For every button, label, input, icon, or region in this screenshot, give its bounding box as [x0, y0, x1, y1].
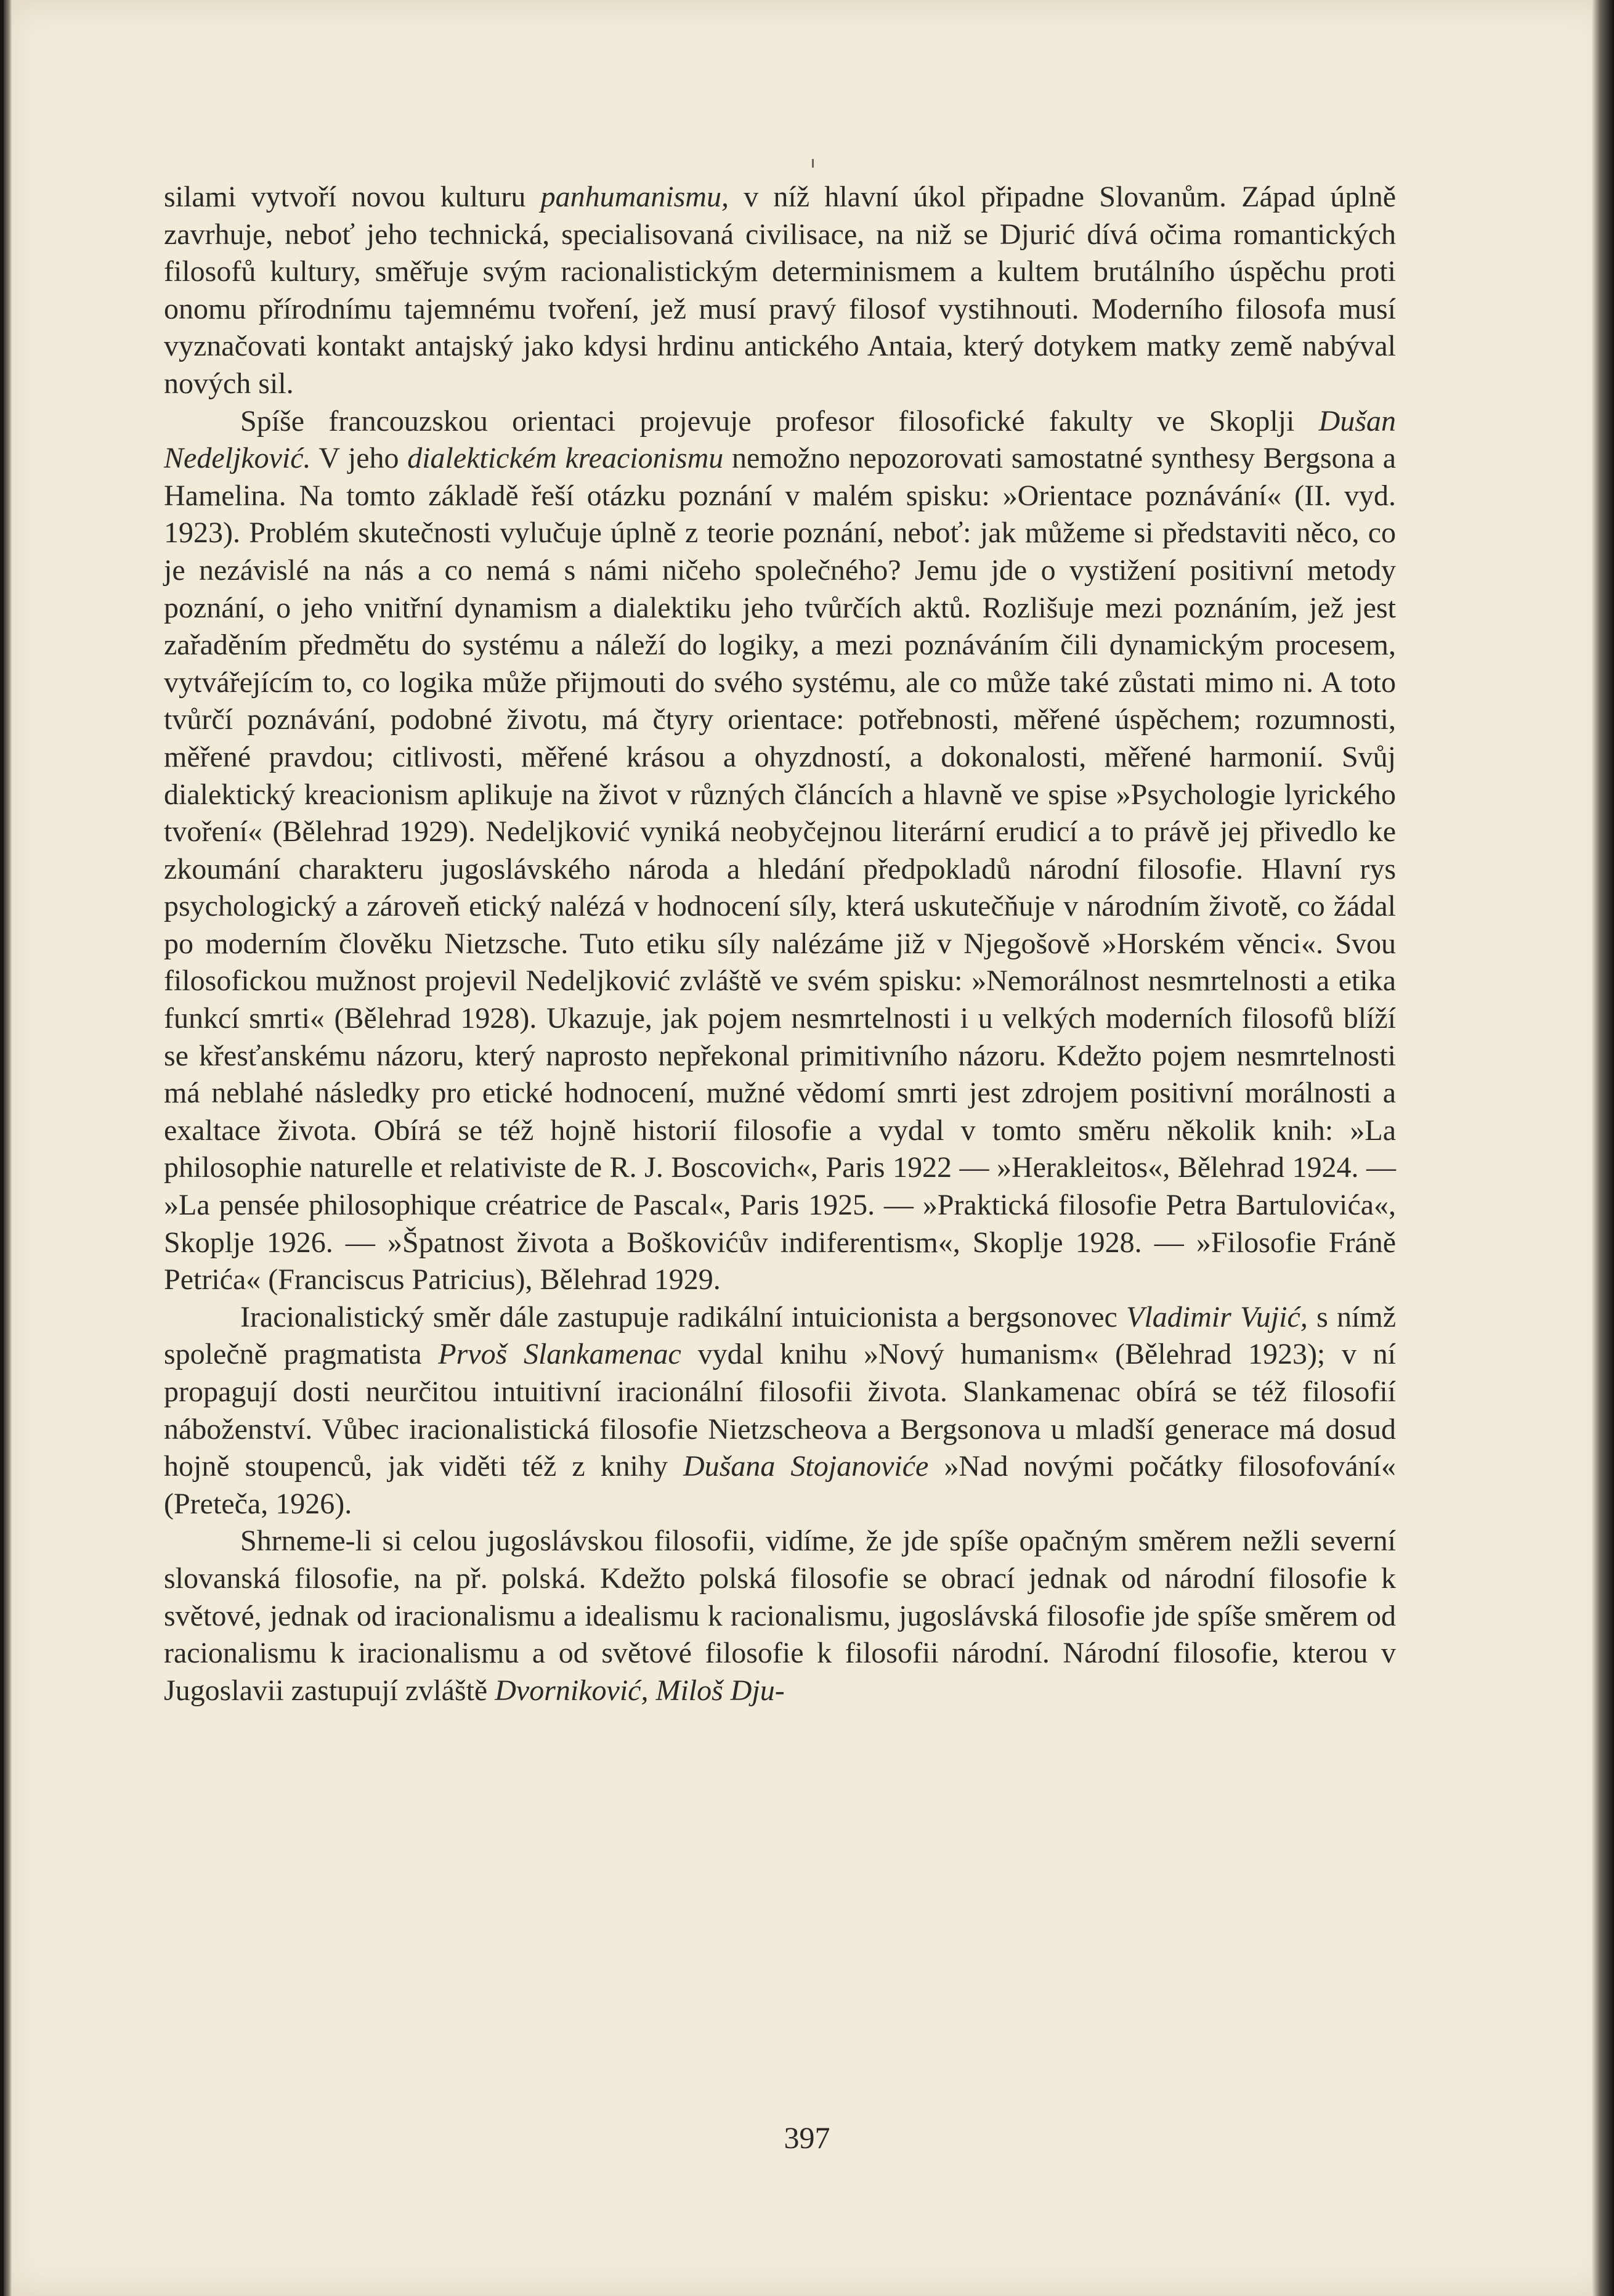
text-run: Iracionalistický směr dále zastupuje radikální intuicionista a bergsonovec — [240, 1300, 1127, 1333]
text-run: vydal knihu »Nový humanism« (Bělehrad 1923); v ní propagují dosti neurčitou intuitivní iracionální filosofii života. Slankamenac obírá se též filosofií náboženství. Vůbec iracionalistická filosofie Nietzscheova a Bergsonova u mladší generace má dosud hojně stoupenců, jak viděti též z knihy — [164, 1338, 1397, 1483]
text-run: s nímž společně pragmatista — [164, 1300, 1397, 1371]
italic-run: Vladimir Vujić, — [1126, 1300, 1308, 1333]
text-run: »Nad novými počátky filosofování« (Preteča, 1926). — [164, 1450, 1396, 1520]
italic-run: Dvorniković, Miloš Dju- — [495, 1674, 785, 1707]
paragraph — [164, 403, 1396, 1299]
italic-run: Prvoš Slankamenac — [438, 1338, 681, 1371]
italic-run: panhumanismu, — [540, 181, 729, 213]
italic-run: Dušan Nedeljković. — [164, 404, 1396, 475]
italic-run: Dušana Stojanoviće — [683, 1450, 929, 1483]
text-run: V jeho — [310, 442, 408, 475]
book-page — [4, 0, 1613, 2296]
page-right-edge — [1592, 0, 1613, 2296]
italic-run: dialektickém kreacionismu — [407, 442, 724, 475]
paragraph — [164, 179, 1396, 403]
text-run: nemožno nepozorovati samostatné synthesy Bergsona a Hamelina. Na tomto základě řeší otázku poznání v malém spisku: »Orientace poznávání« (II. vyd. 1923). Problém skutečnosti vylučuje úplně z teorie poznání, neboť: jak můžeme si představiti něco, co je nezávislé na nás a co nemá s námi ničeho společného? Jemu jde o vystižení positivní metody poznání, o jeho vnitřní dynamism a dialektiku jeho tvůrčích aktů. Rozlišuje mezi poznáním, jež jest zařaděním předmětu do systému a náleží do logiky, a mezi poznáváním čili dynamickým procesem, vytvářejícím to, co logika může přijmouti do svého systému, ale co může také zůstati mimo ni. A toto tvůrčí poznávání, podobné životu, má čtyry orientace: potřebnosti, měřené úspěchem; rozumnosti, měřené pravdou; citlivosti, měřené krásou a ohyzdností, a dokonalosti, měřené harmonií. Svůj dialektický kreacionism aplikuje na život v různých článcích a hlavně ve spise »Psychologie lyrického tvoření« (Bělehrad 1929). Nedeljković vyniká neobyčejnou literární erudicí a to právě jej přivedlo ke zkoumání charakteru jugoslávského národa a hledání předpokladů národní filosofie. Hlavní rys psychologický a zároveň etický nalézá v hodnocení síly, která uskutečňuje v národním životě, co žádal po moderním člověku Nietzsche. Tuto etiku síly nalézáme již v Njegošově »Horském věnci«. Svou filosofickou mužnost projevil Nedeljković zvláště ve svém spisku: »Nemorálnost nesmrtelnosti a etika funkcí smrti« (Bělehrad 1928). Ukazuje, jak pojem nesmrtelnosti i u velkých moderních filosofů blíží se křesťanskému názoru, který naprosto nepřekonal primitivního názoru. Kdežto pojem nesmrtelnosti má neblahé následky pro etické hodnocení, mužné vědomí smrti jest zdrojem positivní morálnosti a exaltace života. Obírá se též hojně historií filosofie a vydal v tomto směru několik knih: »La philosophie naturelle et relativiste de R. J. Boscovich«, Paris 1922 — »Herakleitos«, Bělehrad 1924. — »La pensée philosophique créatrice de Pascal«, Paris 1925. — »Praktická filosofie Petra Bartulovića«, Skoplje 1926. — »Špatnost života a Boškovićův indiferentism«, Skoplje 1928. — »Filosofie Fráně Petrića« (Franciscus Patricius), Bělehrad 1929. — [164, 442, 1396, 1297]
page-left-edge — [4, 0, 12, 2296]
page-number: 397 — [784, 2120, 830, 2155]
text-run: Shrneme-li si celou jugoslávskou filosofii, vidíme, že jde spíše opačným směrem nežli severní slovanská filosofie, na př. polská. Kdežto polská filosofie se obrací jednak od národní filosofie k světové, jednak od iracionalismu a idealismu k racionalismu, jugoslávská filosofie jde spíše směrem od racionalismu k iracionalismu a od světové filosofie k filosofii národní. Národní filosofie, kterou v Jugoslavii zastupují zvláště — [164, 1525, 1396, 1707]
text-run: silami vytvoří novou kulturu — [164, 181, 541, 213]
paragraph — [164, 1299, 1396, 1523]
text-run: v níž hlavní úkol připadne Slovanům. Západ úplně zavrhuje, neboť jeho technická, specialisovaná civilisace, na niž se Djurić dívá očima romantických filosofů kultury, směřuje svým racionalistickým determinismem a kultem brutálního úspěchu proti onomu přírodnímu tajemnému tvoření, jež musí pravý filosof vystihnouti. Moderního filosofa musí vyznačovati kontakt antajský jako kdysi hrdinu antického Antaia, který dotykem matky země nabýval nových sil. — [164, 181, 1397, 400]
text-run: Spíše francouzskou orientaci projevuje profesor filosofické fakulty ve Skoplji — [240, 404, 1319, 438]
body-text — [164, 179, 1396, 1709]
print-mark — [812, 159, 814, 168]
paragraph — [164, 1523, 1396, 1709]
